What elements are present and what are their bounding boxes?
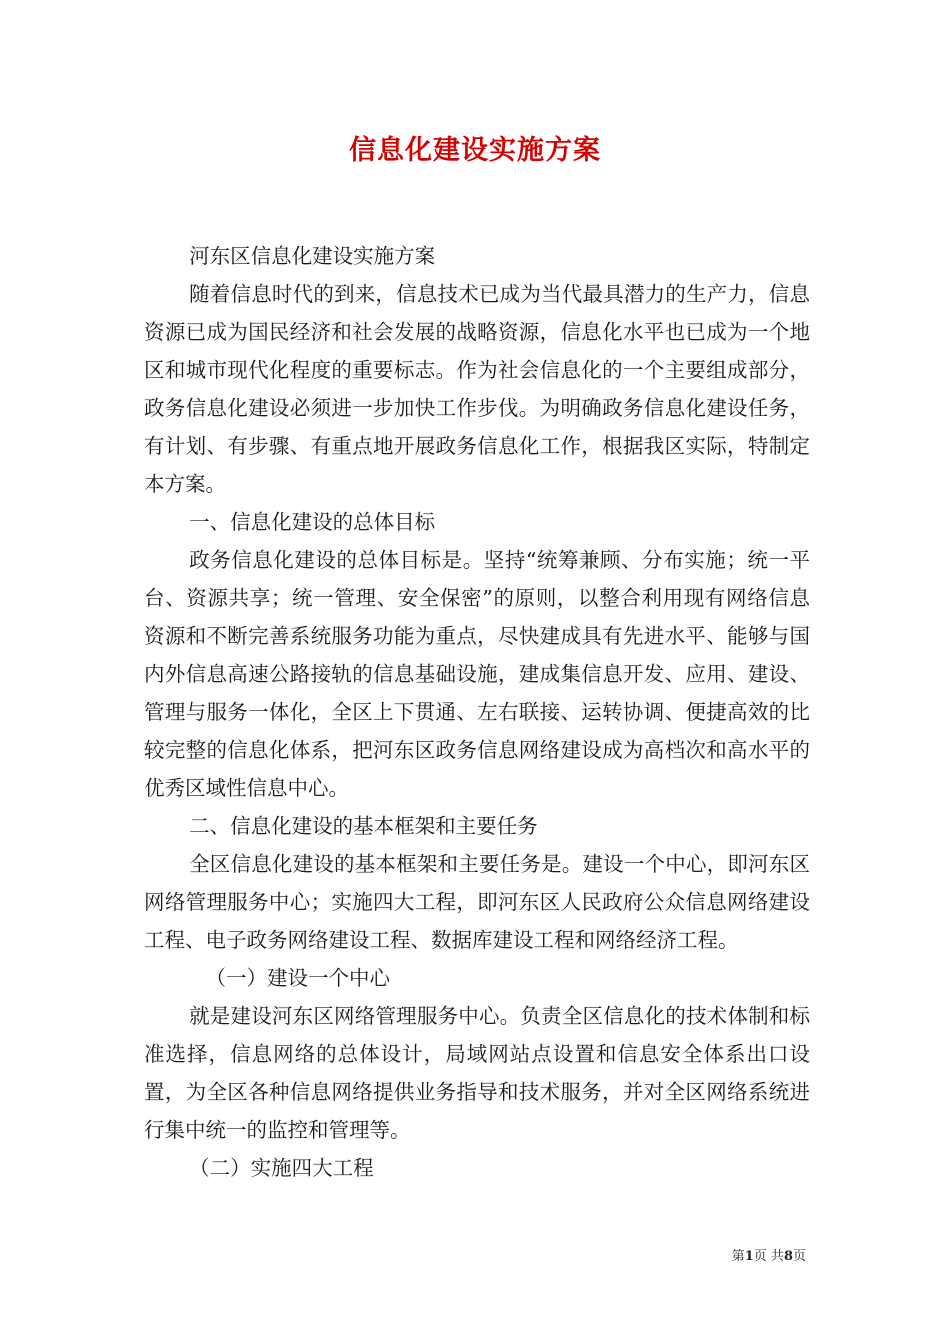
current-page-number: 1 — [744, 1249, 754, 1264]
subsection-heading: （二）实施四大工程 — [189, 1156, 374, 1180]
footer-middle: 页 共 — [753, 1249, 784, 1264]
page-footer — [732, 1245, 806, 1264]
paragraph: 就是建设河东区网络管理服务中心。负责全区信息化的技术体制和标准选择，信息网络的总体设计，局域网站点设置和信息安全体系出口设置，为全区各种信息网络提供业务指导和技术服务，并对全区网络系统进行集中统一的监控和管理等。 — [144, 1004, 810, 1142]
paragraph: 河东区信息化建设实施方案 — [189, 244, 436, 268]
paragraph: 随着信息时代的到来，信息技术已成为当代最具潜力的生产力，信息资源已成为国民经济和社会发展的战略资源，信息化水平也已成为一个地区和城市现代化程度的重要标志。作为社会信息化的一个主要组成部分，政务信息化建设必须进一步加快工作步伐。为明确政务信息化建设任务，有计划、有步骤、有重点地开展政务信息化工作，根据我区实际，特制定本方案。 — [144, 282, 810, 496]
section-heading: 一、信息化建设的总体目标 — [189, 510, 436, 534]
paragraph: 政务信息化建设的总体目标是。坚持“统筹兼顾、分布实施；统一平台、资源共享；统一管理、安全保密”的原则，以整合利用现有网络信息资源和不断完善系统服务功能为重点，尽快建成具有先进水平、能够与国内外信息高速公路接轨的信息基础设施，建成集信息开发、应用、建设、管理与服务一体化，全区上下贯通、左右联接、运转协调、便捷高效的比较完整的信息化体系，把河东区政务信息网络建设成为高档次和高水平的优秀区域性信息中心。 — [144, 548, 810, 800]
paragraph: 全区信息化建设的基本框架和主要任务是。建设一个中心，即河东区网络管理服务中心；实施四大工程，即河东区人民政府公众信息网络建设工程、电子政务网络建设工程、数据库建设工程和网络经济工程。 — [144, 852, 810, 952]
document-body — [144, 237, 810, 1187]
footer-suffix: 页 — [792, 1249, 806, 1264]
section-heading: 二、信息化建设的基本框架和主要任务 — [189, 814, 538, 838]
total-pages-number: 8 — [783, 1249, 793, 1264]
footer-prefix: 第 — [731, 1249, 745, 1264]
document-title: 信息化建设实施方案 — [349, 135, 601, 166]
subsection-heading: （一）建设一个中心 — [205, 966, 390, 990]
